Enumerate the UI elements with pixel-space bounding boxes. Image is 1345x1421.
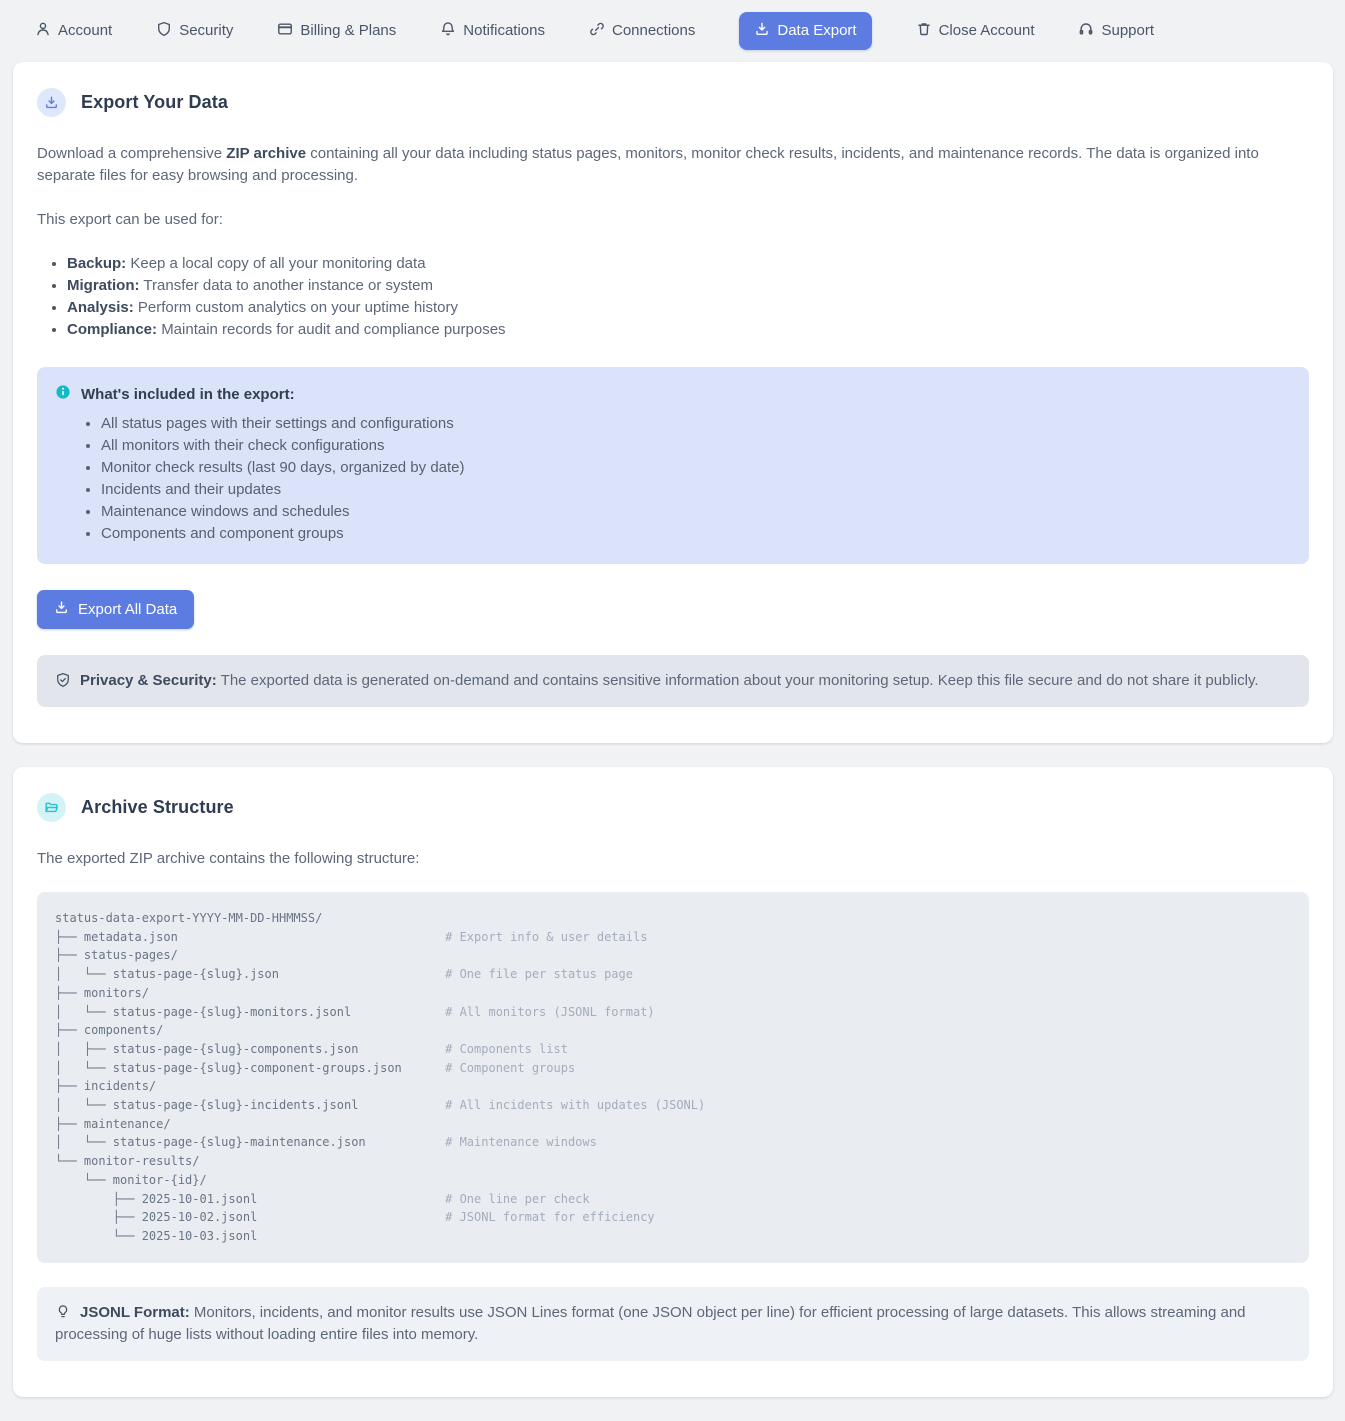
settings-tabs xyxy=(0,0,1345,62)
list-item: • Maintenance windows and schedules xyxy=(101,501,1291,523)
tab-label: Connections xyxy=(611,22,696,39)
tree-line: │ └── status-page-{slug}-component-groups.json # Component groups xyxy=(55,1060,576,1075)
privacy-term: Privacy & Security: xyxy=(80,672,217,689)
bell-icon xyxy=(440,21,456,41)
archive-tree-block xyxy=(37,892,1309,1263)
tab-connections[interactable] xyxy=(589,21,695,41)
tree-line: status-data-export-YYYY-MM-DD-HHMMSS/ xyxy=(55,911,323,925)
tab-security[interactable] xyxy=(156,21,233,41)
tree xyxy=(55,909,1291,1246)
tree-line: │ └── status-page-{slug}-maintenance.json # Maintenance windows xyxy=(55,1135,597,1150)
page-title: Export Your Data xyxy=(81,92,228,112)
tree-line: ├── incidents/ xyxy=(55,1079,157,1094)
list-item: • All monitors with their check configurations xyxy=(101,435,1291,457)
export-button-label: Export All Data xyxy=(78,601,178,618)
tab-close-account[interactable] xyxy=(916,21,1035,41)
tab-label: Close Account xyxy=(938,22,1035,39)
lightbulb-icon xyxy=(55,1304,80,1321)
tab-label: Billing & Plans xyxy=(300,22,397,39)
privacy-text: The exported data is generated on-demand and contains sensitive information about your monitoring setup. Keep this file secure and do not share it publicly. xyxy=(220,672,1259,689)
tree-line: ├── monitors/ xyxy=(55,985,149,1000)
shield-icon xyxy=(156,21,172,41)
headset-icon xyxy=(1078,21,1094,41)
export-all-data-button[interactable] xyxy=(37,590,194,629)
list-item: • Components and component groups xyxy=(101,523,1291,545)
tab-label: Data Export xyxy=(777,22,857,39)
link-icon xyxy=(589,21,605,41)
download-circle-icon xyxy=(37,88,66,117)
tab-support[interactable] xyxy=(1078,21,1154,41)
whats-included-box xyxy=(37,367,1309,564)
tab-label: Security xyxy=(179,22,234,39)
archive-card-header xyxy=(37,793,1309,822)
list-item: • Incidents and their updates xyxy=(101,479,1291,501)
list-item: • Backup: Keep a local copy of all your monitoring data xyxy=(67,253,1309,275)
whats-included-title: What's included in the export: xyxy=(81,385,295,403)
shield-check-icon xyxy=(55,672,80,689)
tree-line: │ └── status-page-{slug}-monitors.jsonl # All monitors (JSONL format) xyxy=(55,1004,655,1019)
tree-line: ├── 2025-10-02.jsonl # JSONL format for efficiency xyxy=(55,1210,655,1225)
list-item: • Migration: Transfer data to another instance or system xyxy=(67,275,1309,297)
jsonl-text: Monitors, incidents, and monitor results use JSON Lines format (one JSON object per line) for efficient processing of large datasets. This allows streaming and processing of huge lists without loading entire files into memory. xyxy=(55,1303,1246,1343)
jsonl-term: JSONL Format: xyxy=(80,1303,190,1321)
tree-line: ├── metadata.json # Export info & user details xyxy=(55,929,648,944)
tree-line: │ └── status-page-{slug}-incidents.jsonl # All incidents with updates (JSONL) xyxy=(55,1098,706,1113)
tab-account[interactable] xyxy=(35,21,112,41)
tree-line: ├── 2025-10-01.jsonl # One line per check xyxy=(55,1191,590,1206)
tree-line: ├── maintenance/ xyxy=(55,1116,171,1131)
tab-label: Support xyxy=(1101,22,1155,39)
export-data-card xyxy=(13,62,1333,743)
tree-line: └── 2025-10-03.jsonl xyxy=(55,1228,258,1243)
whats-included-header xyxy=(55,384,1291,404)
folder-icon xyxy=(37,793,66,822)
tab-label: Account xyxy=(58,22,113,39)
info-icon xyxy=(55,384,71,404)
archive-title: Archive Structure xyxy=(81,797,234,817)
tree-line: │ └── status-page-{slug}.json # One file per status page xyxy=(55,967,633,982)
download-icon xyxy=(54,600,69,619)
zip-archive-bold: ZIP archive xyxy=(226,145,307,162)
tree-line: │ ├── status-page-{slug}-components.json # Components list xyxy=(55,1041,568,1056)
privacy-security-note xyxy=(37,655,1309,707)
credit-card-icon xyxy=(277,21,293,41)
uses-label: This export can be used for: xyxy=(37,211,223,228)
tab-data-export[interactable] xyxy=(739,12,871,50)
tree-line: └── monitor-{id}/ xyxy=(55,1172,207,1187)
trash-icon xyxy=(916,21,932,41)
tab-billing[interactable] xyxy=(277,21,396,41)
download-icon xyxy=(754,21,770,41)
tree-line: └── monitor-results/ xyxy=(55,1154,200,1169)
tab-label: Notifications xyxy=(463,22,545,39)
list-item: • All status pages with their settings and configurations xyxy=(101,413,1291,435)
user-icon xyxy=(35,21,51,41)
list-item: • Compliance: Maintain records for audit and compliance purposes xyxy=(67,319,1309,341)
tree-line: ├── status-pages/ xyxy=(55,948,178,963)
tab-notifications[interactable] xyxy=(440,21,545,41)
export-card-header xyxy=(37,88,1309,117)
whats-included-list xyxy=(101,413,1291,545)
list-item: • Analysis: Perform custom analytics on your uptime history xyxy=(67,297,1309,319)
archive-structure-card xyxy=(13,767,1333,1397)
export-uses-list xyxy=(67,253,1309,341)
list-item: • Monitor check results (last 90 days, organized by date) xyxy=(101,457,1291,479)
archive-intro: The exported ZIP archive contains the following structure: xyxy=(37,850,420,867)
export-intro: Download a comprehensive ZIP archive containing all your data including status pages, monitors, monitor check results, incidents, and maintenance records. The data is organized into separate files for easy browsing and processing. xyxy=(37,145,1259,184)
tree-line: ├── components/ xyxy=(55,1023,164,1038)
